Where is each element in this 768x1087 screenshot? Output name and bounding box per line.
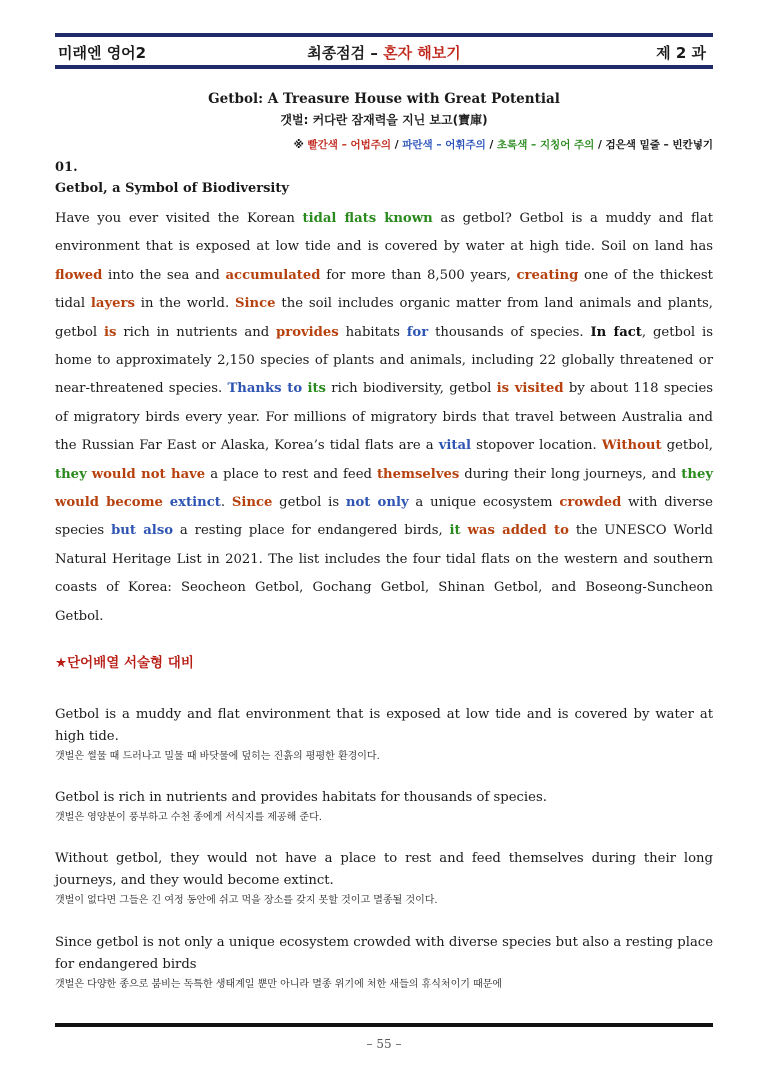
highlighted-term: Since (231, 495, 273, 511)
practice-item (55, 704, 713, 766)
passage-text: rich biodiversity, getbol (325, 381, 497, 397)
passage-text: a unique ecosystem (408, 495, 560, 511)
highlighted-term: for (406, 324, 429, 340)
legend-green: 초록색 – 지칭어 주의 (496, 139, 595, 151)
passage-paragraph (55, 205, 713, 631)
legend-mark: ※ (293, 139, 308, 151)
practice-sentence-ko: 갯벌이 없다면 그들은 긴 여정 동안에 쉬고 먹을 장소를 갖지 못할 것이고 멸종될 것이다. (55, 895, 438, 906)
color-legend (294, 137, 713, 152)
highlighted-term: extinct (169, 495, 221, 511)
legend-separator: / (594, 139, 606, 151)
passage-text: into the sea and (102, 267, 226, 283)
highlighted-term: not only (345, 495, 409, 511)
passage-text: getbol is (272, 495, 346, 511)
highlighted-term: tidal flats known (302, 211, 433, 226)
passage-text: habitats (338, 324, 407, 340)
passage-text: as getbol? Getbol is a muddy and flat environment that is exposed at low tide and is covered by water at high tide. Soil on land has (55, 211, 713, 255)
highlighted-term: they (55, 466, 87, 482)
highlighted-term: Since (235, 296, 276, 312)
header-bottom-rule (55, 65, 713, 69)
section-number: 01. (55, 160, 78, 175)
legend-black: 검은색 밑줄 – 빈칸넣기 (605, 139, 713, 151)
legend-separator: / (485, 139, 497, 151)
practice-item (55, 848, 713, 910)
highlighted-term: Without (601, 438, 662, 454)
highlighted-term: accumulated (225, 267, 321, 283)
highlighted-term: it (449, 523, 461, 539)
highlighted-term: layers (90, 296, 135, 312)
highlighted-term: creating (516, 267, 579, 283)
practice-sentence-ko: 갯벌은 썰물 때 드러나고 밀물 때 바닷물에 덮히는 진흙의 평평한 환경이다. (55, 751, 380, 762)
highlighted-term: was added to (467, 523, 569, 539)
passage-text: the UNESCO World Natural Heritage List in 2021. The list includes the four tidal flats on the western and southern coasts of Korea: Seocheon Getbol, Gochang Getbol, Shinan Getbol, and Boseong-Suncheon Getbol. (55, 523, 713, 624)
practice-item (55, 932, 713, 994)
highlighted-term: is visited (496, 381, 564, 397)
practice-sentence-en: Getbol is rich in nutrients and provides habitats for thousands of species. (55, 790, 547, 805)
practice-heading: ★단어배열 서술형 대비 (55, 655, 194, 671)
passage-text: thousands of species. (428, 324, 591, 340)
worksheet-type-prefix: 최종점검 – (307, 44, 384, 62)
practice-sentence-en: Since getbol is not only a unique ecosystem crowded with diverse species but also a resting place for endangered birds (55, 935, 713, 972)
passage-text: with diverse species (55, 495, 713, 539)
worksheet-type-highlight: 혼자 해보기 (383, 44, 461, 62)
passage-text: rich in nutrients and (116, 324, 277, 340)
practice-item (55, 787, 713, 827)
lesson-number: 제 2 과 (656, 44, 706, 62)
passage-text: . (220, 495, 232, 511)
passage-text: getbol, (661, 438, 713, 454)
highlighted-term: would not have (91, 466, 206, 482)
highlighted-term: but also (111, 523, 174, 539)
passage-title-ko: 갯벌: 커다란 잠재력을 지닌 보고(寶庫) (280, 113, 488, 127)
highlighted-term: flowed (55, 267, 103, 283)
practice-sentence-ko: 갯벌은 영양분이 풍부하고 수천 종에게 서식지를 제공해 준다. (55, 812, 322, 823)
practice-sentence-en: Getbol is a muddy and flat environment that is exposed at low tide and is covered by water at high tide. (55, 707, 713, 744)
section-subtitle: Getbol, a Symbol of Biodiversity (55, 181, 289, 196)
header-top-rule (55, 33, 713, 37)
passage-text: the soil includes organic matter from land animals and plants, getbol (55, 296, 714, 340)
highlighted-term: they (681, 466, 714, 482)
highlighted-term: would become (55, 495, 163, 511)
page-number: – 55 – (366, 1037, 402, 1051)
practice-sentence-ko: 갯벌은 다양한 종으로 붐비는 독특한 생태계일 뿐만 아니라 멸종 위기에 처한 새들의 휴식처이기 때문에 (55, 979, 503, 990)
legend-red: 빨간색 – 어법주의 (307, 139, 392, 151)
highlighted-term: crowded (559, 495, 622, 511)
highlighted-term: vital (438, 438, 472, 454)
practice-sentence-en: Without getbol, they would not have a place to rest and feed themselves during their long journeys, and they would become extinct. (55, 851, 713, 888)
page-header (58, 38, 710, 64)
passage-text (461, 523, 468, 538)
passage-text: one of the thickest tidal (55, 267, 713, 312)
passage-text: during their long journeys, and (459, 466, 682, 482)
passage-text: stopover location. (471, 438, 602, 454)
passage-text: for more than 8,500 years, (320, 267, 517, 283)
passage-text: a resting place for endangered birds, (173, 523, 450, 539)
footer-rule (55, 1023, 713, 1027)
passage-title-en: Getbol: A Treasure House with Great Potential (208, 91, 560, 107)
highlighted-term: In fact (590, 324, 642, 340)
passage-text (163, 495, 170, 510)
worksheet-type (58, 42, 710, 63)
highlighted-term: themselves (376, 466, 460, 482)
highlighted-term: provides (276, 324, 339, 340)
legend-blue: 파란색 – 어휘주의 (402, 139, 486, 151)
highlighted-term: is (104, 324, 117, 340)
legend-separator: / (391, 139, 403, 151)
passage-text: by about 118 species of migratory birds every year. For millions of migratory birds that travel between Australia and the Russian Far East or Alaska, Korea’s tidal flats are a (55, 381, 714, 454)
passage-text: , getbol is home to approximately 2,150 species of plants and animals, including 22 globally threatened or near-threatened species. (55, 324, 713, 397)
textbook-name: 미래엔 영어2 (58, 44, 147, 62)
passage-text: in the world. (134, 296, 235, 312)
highlighted-term: its (307, 381, 326, 397)
passage-text: a place to rest and feed (205, 466, 377, 482)
highlighted-term: Thanks to (227, 381, 303, 397)
passage-text: Have you ever visited the Korean (55, 211, 303, 226)
